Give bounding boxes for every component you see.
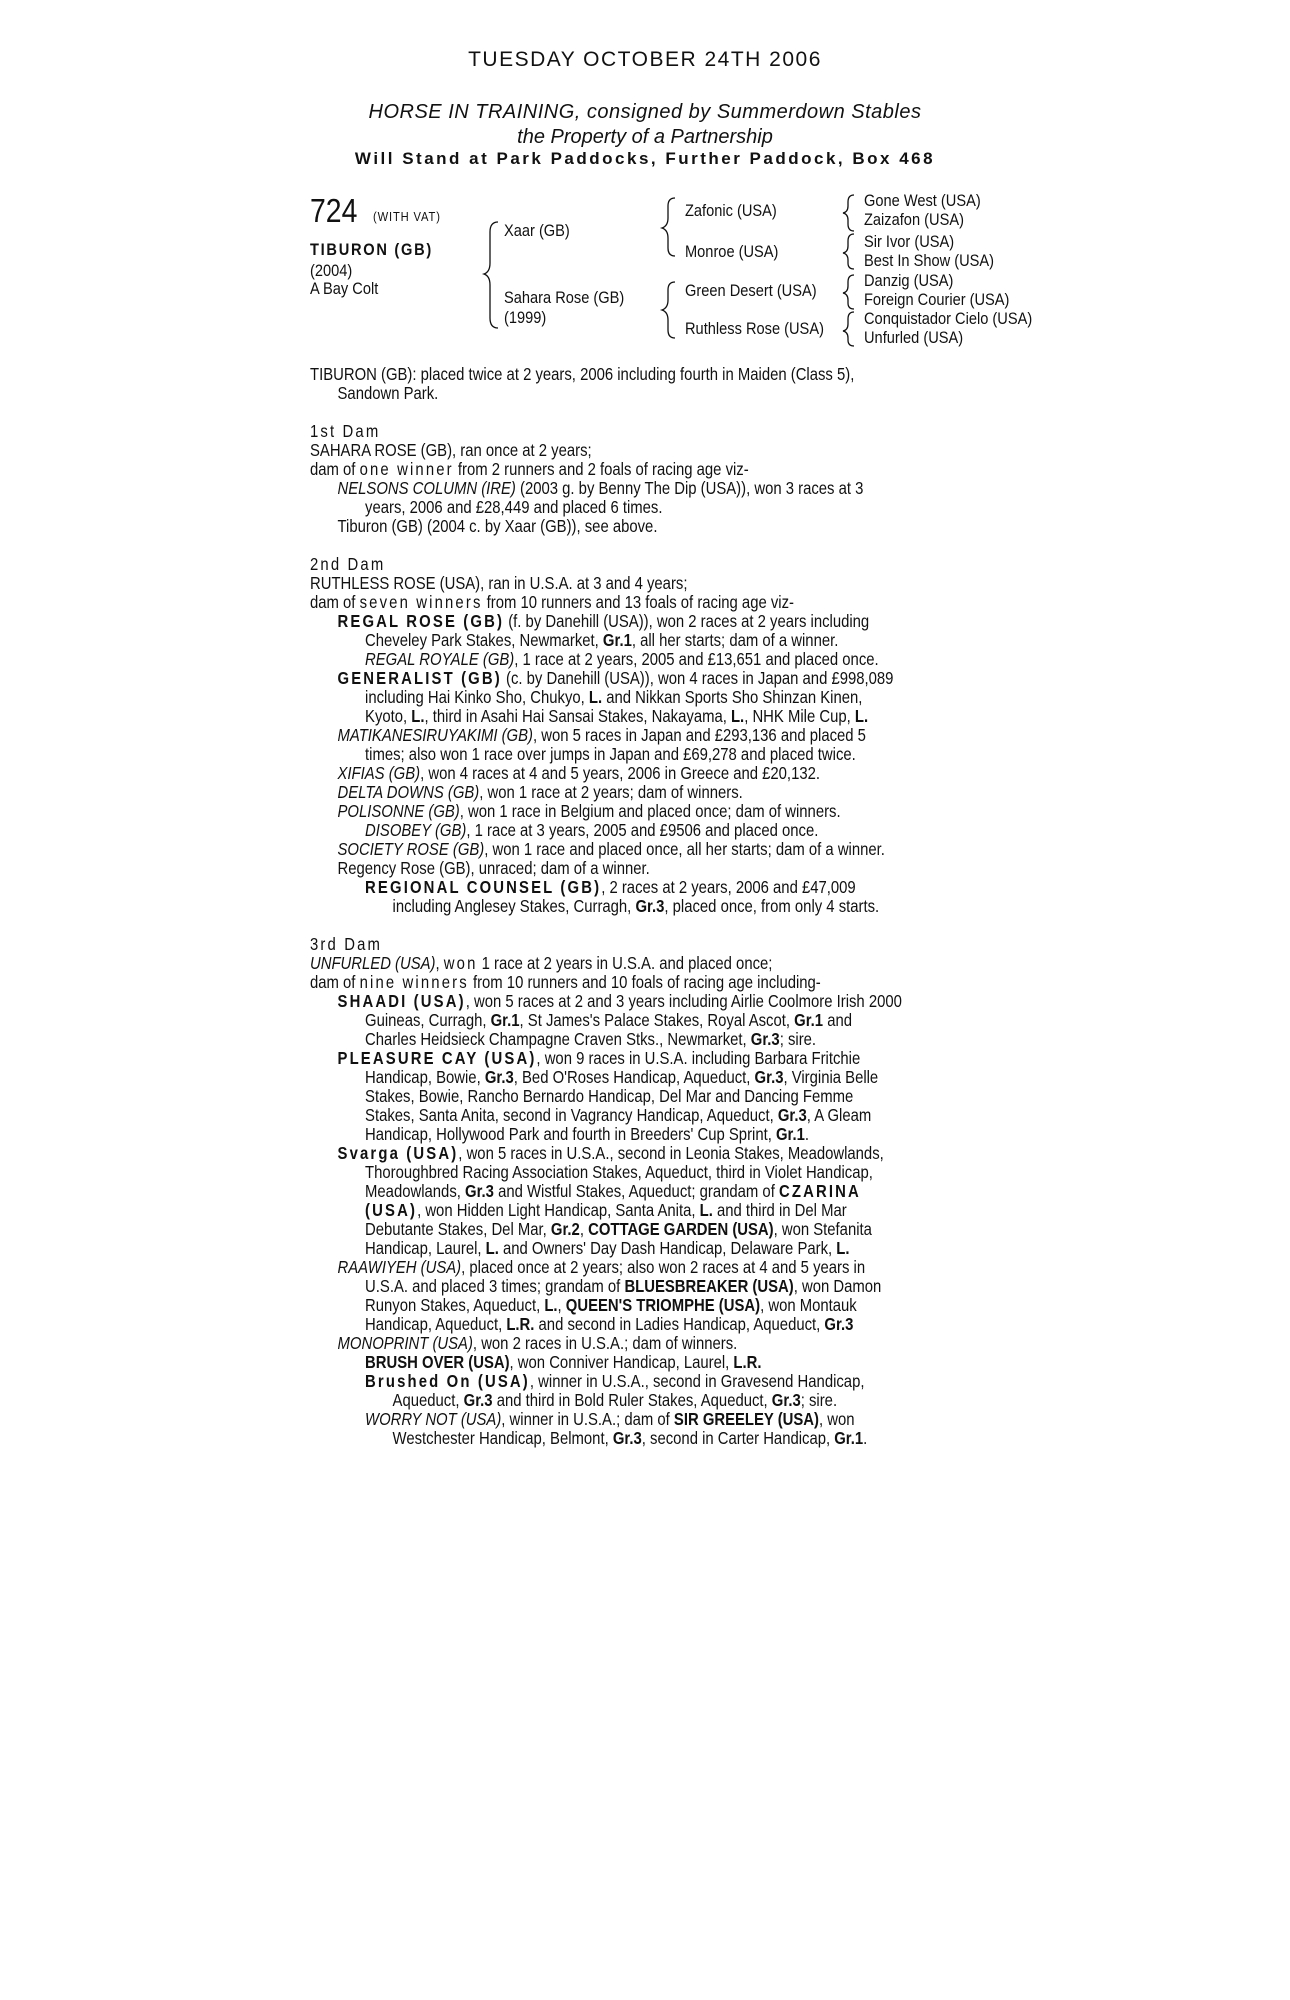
- sire-dam-bracket: [484, 222, 498, 328]
- catalogue-body: [310, 365, 1290, 1448]
- intro-line: TIBURON (GB): placed twice at 2 years, 2006 including fourth in Maiden (Class 5),: [310, 364, 855, 384]
- pedigree-sdd: Best In Show (USA): [864, 251, 995, 270]
- produce-entry: POLISONNE (GB), won 1 race in Belgium and placed once; dam of winners.: [337, 801, 841, 821]
- produce-entry: REGAL ROYALE (GB), 1 race at 2 years, 2005 and £13,651 and placed once.: [365, 649, 879, 669]
- produce-entry: PLEASURE CAY (USA), won 9 races in U.S.A. including Barbara Fritchie: [337, 1048, 861, 1068]
- produce-entry: Handicap, Laurel, L. and Owners' Day Dash Handicap, Delaware Park, L.: [365, 1238, 850, 1258]
- produce-entry: MONOPRINT (USA), won 2 races in U.S.A.; dam of winners.: [337, 1333, 738, 1353]
- produce-entry: Svarga (USA), won 5 races in U.S.A., second in Leonia Stakes, Meadowlands,: [337, 1143, 884, 1163]
- produce-entry: DISOBEY (GB), 1 race at 3 years, 2005 and £9506 and placed once.: [365, 820, 819, 840]
- property-line: the Property of a Partnership: [517, 126, 773, 148]
- produce-entry: Handicap, Aqueduct, L.R. and second in Ladies Handicap, Aqueduct, Gr.3: [365, 1314, 854, 1334]
- green-desert-bracket: [843, 275, 854, 309]
- produce-entry: times; also won 1 race over jumps in Japan and £69,278 and placed twice.: [365, 744, 856, 764]
- pedigree-dsd: Foreign Courier (USA): [864, 290, 1010, 309]
- intro-line: Sandown Park.: [337, 383, 439, 403]
- pedigree-dds: Conquistador Cielo (USA): [864, 309, 1033, 328]
- produce-entry: (USA), won Hidden Light Handicap, Santa Anita, L. and third in Del Mar: [365, 1200, 847, 1220]
- pedigree-sire: Xaar (GB): [504, 221, 570, 240]
- produce-entry: Aqueduct, Gr.3 and third in Bold Ruler Stakes, Aqueduct, Gr.3; sire.: [392, 1390, 838, 1410]
- ruthless-rose-bracket: [843, 312, 854, 346]
- pedigree-dam: Sahara Rose (GB): [504, 288, 625, 307]
- produce-entry: Meadowlands, Gr.3 and Wistful Stakes, Aqueduct; grandam of CZARINA: [365, 1181, 861, 1201]
- produce-entry: XIFIAS (GB), won 4 races at 4 and 5 years, 2006 in Greece and £20,132.: [337, 763, 820, 783]
- produce-entry: U.S.A. and placed 3 times; grandam of BLUESBREAKER (USA), won Damon: [365, 1276, 882, 1296]
- produce-entry: Runyon Stakes, Aqueduct, L., QUEEN'S TRIOMPHE (USA), won Montauk: [365, 1295, 857, 1315]
- first-dam-heading: 1st Dam: [310, 421, 381, 441]
- produce-entry: Guineas, Curragh, Gr.1, St James's Palace Stakes, Royal Ascot, Gr.1 and: [365, 1010, 853, 1030]
- second-dam-line: RUTHLESS ROSE (USA), ran in U.S.A. at 3 and 4 years;: [310, 573, 688, 593]
- second-dam-line: dam of seven winners from 10 runners and 13 foals of racing age viz-: [310, 592, 794, 612]
- produce-entry: REGAL ROSE (GB) (f. by Danehill (USA)), won 2 races at 2 years including: [337, 611, 870, 631]
- produce-entry: NELSONS COLUMN (IRE) (2003 g. by Benny The Dip (USA)), won 3 races at 3: [337, 478, 864, 498]
- produce-entry: REGIONAL COUNSEL (GB), 2 races at 2 years, 2006 and £47,009: [365, 877, 856, 897]
- produce-entry: Thoroughbred Racing Association Stakes, Aqueduct, third in Violet Handicap,: [365, 1162, 873, 1182]
- produce-entry: Stakes, Santa Anita, second in Vagrancy Handicap, Aqueduct, Gr.3, A Gleam: [365, 1105, 872, 1125]
- produce-entry: Handicap, Hollywood Park and fourth in Breeders' Cup Sprint, Gr.1.: [365, 1124, 810, 1144]
- produce-entry: RAAWIYEH (USA), placed once at 2 years; also won 2 races at 4 and 5 years in: [337, 1257, 866, 1277]
- produce-entry: Charles Heidsieck Champagne Craven Stks., Newmarket, Gr.3; sire.: [365, 1029, 817, 1049]
- pedigree-dss: Danzig (USA): [864, 271, 954, 290]
- third-dam-line: dam of nine winners from 10 runners and 10 foals of racing age including-: [310, 972, 821, 992]
- third-dam-line: UNFURLED (USA), won 1 race at 2 years in U.S.A. and placed once;: [310, 953, 773, 973]
- pedigree-brackets: [0, 0, 1290, 360]
- produce-entry: Debutante Stakes, Del Mar, Gr.2, COTTAGE GARDEN (USA), won Stefanita: [365, 1219, 872, 1239]
- produce-entry: Kyoto, L., third in Asahi Hai Sansai Stakes, Nakayama, L., NHK Mile Cup, L.: [365, 706, 869, 726]
- consignor-line: HORSE IN TRAINING, consigned by Summerdown Stables: [368, 101, 922, 123]
- sale-date: TUESDAY OCTOBER 24TH 2006: [468, 48, 822, 71]
- pedigree-dam-sire: Green Desert (USA): [685, 281, 817, 300]
- pedigree-sire-dam: Monroe (USA): [685, 242, 779, 261]
- horse-year: (2004): [310, 261, 353, 280]
- pedigree-sds: Sir Ivor (USA): [864, 232, 955, 251]
- pedigree-sire-sire: Zafonic (USA): [685, 201, 777, 220]
- produce-entry: Westchester Handicap, Belmont, Gr.3, second in Carter Handicap, Gr.1.: [392, 1428, 868, 1448]
- produce-entry: SOCIETY ROSE (GB), won 1 race and placed once, all her starts; dam of a winner.: [337, 839, 885, 859]
- produce-entry: Tiburon (GB) (2004 c. by Xaar (GB)), see above.: [337, 516, 658, 536]
- monroe-bracket: [843, 234, 854, 269]
- produce-entry: years, 2006 and £28,449 and placed 6 times.: [365, 497, 663, 517]
- zafonic-bracket: [843, 195, 854, 231]
- produce-entry: MATIKANESIRUYAKIMI (GB), won 5 races in Japan and £293,136 and placed 5: [337, 725, 866, 745]
- vat-label: (WITH VAT): [373, 209, 441, 224]
- produce-entry: including Hai Kinko Sho, Chukyo, L. and Nikkan Sports Sho Shinzan Kinen,: [365, 687, 863, 707]
- stabling-line: Will Stand at Park Paddocks, Further Paddock, Box 468: [354, 149, 936, 168]
- first-dam-line: SAHARA ROSE (GB), ran once at 2 years;: [310, 440, 592, 460]
- pedigree-dam-year: (1999): [504, 308, 547, 327]
- horse-name: TIBURON (GB): [310, 240, 433, 259]
- produce-entry: Stakes, Bowie, Rancho Bernardo Handicap, Del Mar and Dancing Femme: [365, 1086, 854, 1106]
- lot-number: 724: [310, 192, 358, 229]
- produce-entry: including Anglesey Stakes, Curragh, Gr.3, placed once, from only 4 starts.: [392, 896, 880, 916]
- pedigree-ssd: Zaizafon (USA): [864, 210, 964, 229]
- produce-entry: DELTA DOWNS (GB), won 1 race at 2 years; dam of winners.: [337, 782, 743, 802]
- produce-entry: Regency Rose (GB), unraced; dam of a winner.: [337, 858, 650, 878]
- produce-entry: BRUSH OVER (USA), won Conniver Handicap, Laurel, L.R.: [365, 1352, 762, 1372]
- pedigree-dam-dam: Ruthless Rose (USA): [685, 319, 824, 338]
- produce-entry: Brushed On (USA), winner in U.S.A., second in Gravesend Handicap,: [365, 1371, 865, 1391]
- sire-line-bracket: [662, 198, 675, 256]
- third-dam-heading: 3rd Dam: [310, 934, 383, 954]
- dam-line-bracket: [662, 282, 675, 338]
- pedigree-ddd: Unfurled (USA): [864, 328, 964, 347]
- first-dam-line: dam of one winner from 2 runners and 2 foals of racing age viz-: [310, 459, 749, 479]
- second-dam-heading: 2nd Dam: [310, 554, 386, 574]
- produce-entry: WORRY NOT (USA), winner in U.S.A.; dam of SIR GREELEY (USA), won: [365, 1409, 855, 1429]
- produce-entry: Cheveley Park Stakes, Newmarket, Gr.1, all her starts; dam of a winner.: [365, 630, 839, 650]
- produce-entry: SHAADI (USA), won 5 races at 2 and 3 years including Airlie Coolmore Irish 2000: [337, 991, 902, 1011]
- pedigree-sss: Gone West (USA): [864, 191, 981, 210]
- produce-entry: Handicap, Bowie, Gr.3, Bed O'Roses Handicap, Aqueduct, Gr.3, Virginia Belle: [365, 1067, 879, 1087]
- produce-entry: GENERALIST (GB) (c. by Danehill (USA)), won 4 races in Japan and £998,089: [337, 668, 894, 688]
- horse-description: A Bay Colt: [310, 279, 379, 298]
